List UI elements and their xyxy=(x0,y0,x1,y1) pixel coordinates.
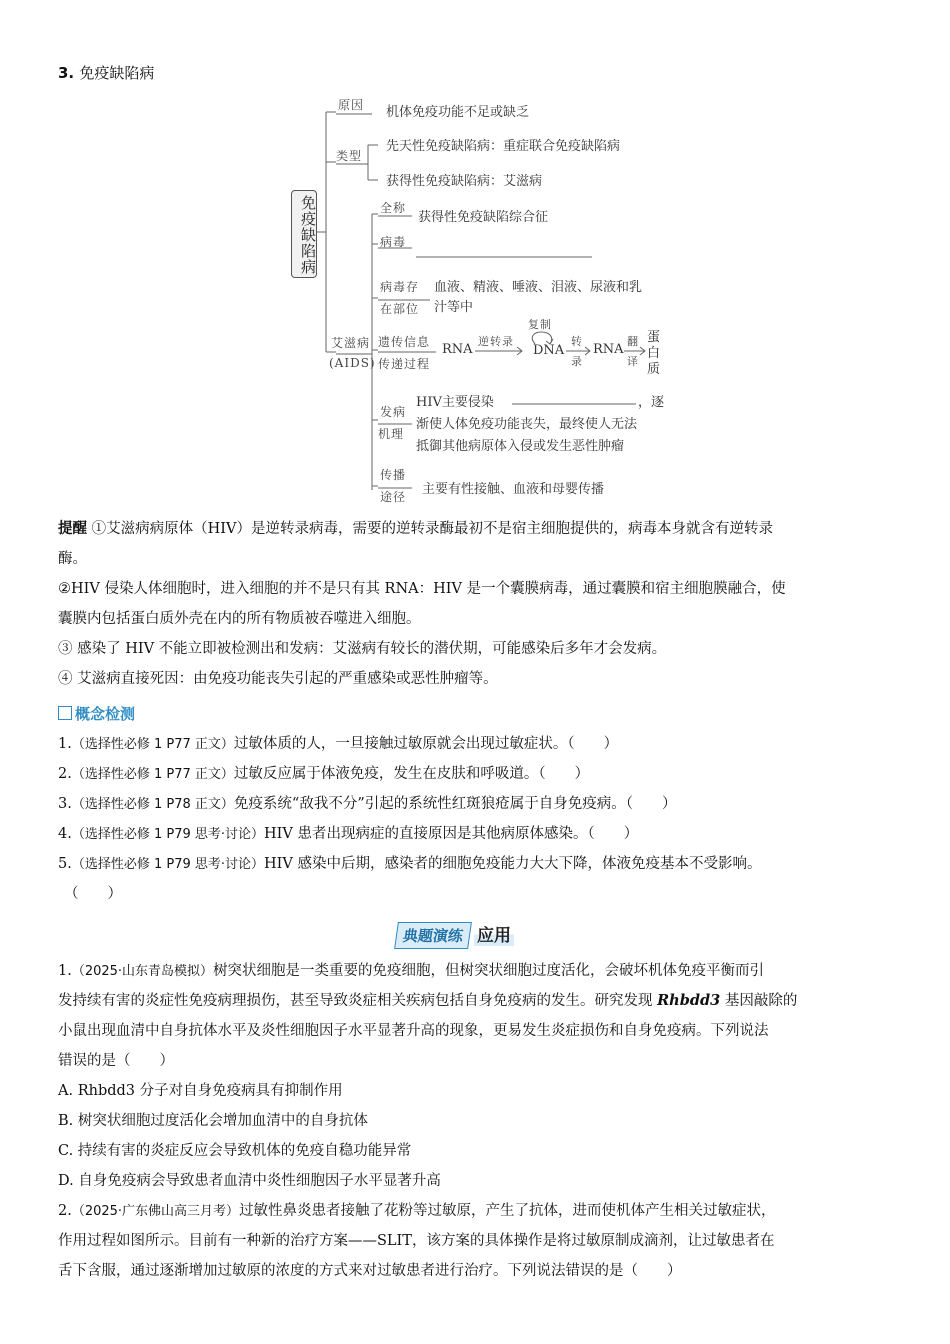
problem-text: 基因敲除的 xyxy=(720,993,798,1009)
flow-translation-2: 译 xyxy=(627,355,639,368)
reminder-p1-text: ①艾滋病病原体（HIV）是逆转录病毒，需要的逆转录酶最初不是宿主细胞提供的，病毒本身就含有逆转录 xyxy=(91,521,773,537)
flow-reverse-transcription: 逆转录 xyxy=(478,335,514,348)
concept-item-3 xyxy=(58,789,893,820)
reminder-label: 提醒 xyxy=(58,521,87,537)
item-text: HIV 感染中后期，感染者的细胞免疫能力大大下降，体液免疫基本不受影响。 xyxy=(264,856,762,872)
mechanism-text-1a: HIV主要侵染 xyxy=(416,395,494,410)
location-text-2: 汁等中 xyxy=(434,300,474,315)
flow-transcription-2: 录 xyxy=(571,355,583,368)
concept-item-5 xyxy=(58,849,893,880)
reminder-p1b: 酶。 xyxy=(58,551,87,567)
reminder-p2: ②HIV 侵染人体细胞时，进入细胞的并不是只有其 RNA：HIV 是一个囊膜病毒，通过囊膜和宿主细胞膜融合，使 xyxy=(58,581,786,597)
route-label-2: 途径 xyxy=(380,490,407,504)
problem-1-option-a: A. Rhbdd3 分子对自身免疫病具有抑制作用 xyxy=(58,1083,343,1099)
virus-label: 病毒 xyxy=(380,235,407,249)
type-label: 类型 xyxy=(336,149,363,163)
item-num: 3. xyxy=(58,796,72,812)
mechanism-label-1: 发病 xyxy=(380,405,407,419)
flow-protein-3: 质 xyxy=(647,362,661,377)
concept-item-2 xyxy=(58,759,893,790)
diagram-lines xyxy=(0,0,950,510)
checkbox-icon xyxy=(58,706,72,720)
item-num: 5. xyxy=(58,856,72,872)
flow-rna1: RNA xyxy=(442,342,473,357)
item-text: 免疫系统“敌我不分”引起的系统性红斑狼疮属于自身免疫病。（ ） xyxy=(233,796,677,812)
banner-left: 典题演练 xyxy=(394,922,472,949)
item-source: （选择性必修 1 P78 正文） xyxy=(71,797,234,812)
mechanism-text-3: 抵御其他病原体入侵或发生恶性肿瘤 xyxy=(416,439,625,454)
problem-1-line-3: 小鼠出现血清中自身抗体水平及炎性细胞因子水平显著升高的现象，更易发生炎症损伤和自身免疫病。下列说法 xyxy=(58,1023,769,1039)
concept-item-4 xyxy=(58,819,893,850)
concept-check-heading xyxy=(58,703,135,724)
location-text-1: 血液、精液、唾液、泪液、尿液和乳 xyxy=(434,280,643,295)
concept-item-5-paren: （ ） xyxy=(64,886,122,902)
reminder-p2b: 囊膜内包括蛋白质外壳在内的所有物质被吞噬进入细胞。 xyxy=(58,611,421,627)
aids-abbr: (AIDS) xyxy=(329,356,376,370)
item-num: 2. xyxy=(58,766,72,782)
reminder-p3: ③ 感染了 HIV 不能立即被检测出和发病：艾滋病有较长的潜伏期，可能感染后多年才会发病。 xyxy=(58,641,667,657)
route-label-1: 传播 xyxy=(380,468,407,482)
item-text: HIV 患者出现病症的直接原因是其他病原体感染。（ ） xyxy=(264,826,639,842)
section-title-text: 免疫缺陷病 xyxy=(79,64,155,82)
section-banner xyxy=(396,921,514,947)
flow-replication: 复制 xyxy=(528,318,552,331)
aids-label: 艾滋病 xyxy=(331,336,371,350)
concept-item-1 xyxy=(58,729,893,760)
route-text: 主要有性接触、血液和母婴传播 xyxy=(422,482,605,497)
problem-1-option-d: D. 自身免疫病会导致患者血清中炎性细胞因子水平显著升高 xyxy=(58,1173,441,1189)
diagram-root: 免疫缺陷病 xyxy=(291,190,317,278)
item-text: 过敏体质的人，一旦接触过敏原就会出现过敏症状。（ ） xyxy=(233,736,619,752)
problem-1-line-2 xyxy=(58,986,893,1016)
problem-1-line-4: 错误的是（ ） xyxy=(58,1053,174,1069)
item-source: （选择性必修 1 P77 正文） xyxy=(71,767,234,782)
problem-2-line-3: 舌下含服，通过逐渐增加过敏原的浓度的方式来对过敏患者进行治疗。下列说法错误的是（ ） xyxy=(58,1263,682,1279)
problem-text: 过敏性鼻炎患者接触了花粉等过敏原，产生了抗体，进而使机体产生相关过敏症状， xyxy=(239,1203,776,1219)
flow-transcription-1: 转 xyxy=(571,335,583,348)
problem-1-line-1 xyxy=(58,956,893,987)
problem-num: 2. xyxy=(58,1203,72,1219)
problem-text: 发持续有害的炎症性免疫病理损伤，甚至导致炎症相关疾病包括自身免疫病的发生。研究发现 xyxy=(58,993,658,1009)
item-source: （选择性必修 1 P79 思考·讨论） xyxy=(71,827,265,842)
mechanism-text-1b: ，逐 xyxy=(638,395,665,410)
mechanism-text-2: 渐使人体免疫功能丧失，最终使人无法 xyxy=(416,417,638,432)
reminder-p1 xyxy=(58,514,893,544)
mechanism-label-2: 机理 xyxy=(378,427,405,441)
fullname-label: 全称 xyxy=(380,201,407,215)
problem-1-option-b: B. 树突状细胞过度活化会增加血清中的自身抗体 xyxy=(58,1113,368,1129)
flow-translation-1: 翻 xyxy=(627,335,639,348)
fullname-text: 获得性免疫缺陷综合征 xyxy=(418,210,549,225)
problem-1-option-c: C. 持续有害的炎症反应会导致机体的免疫自稳功能异常 xyxy=(58,1143,412,1159)
location-label-2: 在部位 xyxy=(380,302,420,316)
location-label-1: 病毒存 xyxy=(380,280,420,294)
reminder-p4: ④ 艾滋病直接死因：由免疫功能丧失引起的严重感染或恶性肿瘤等。 xyxy=(58,671,498,687)
gene-name: Rhbdd3 xyxy=(657,992,721,1009)
item-source: （选择性必修 1 P79 思考·讨论） xyxy=(71,857,265,872)
type-acquired: 获得性免疫缺陷病：艾滋病 xyxy=(386,174,543,189)
item-num: 1. xyxy=(58,736,72,752)
problem-text: 树突状细胞是一类重要的免疫细胞，但树突状细胞过度活化，会破坏机体免疫平衡而引 xyxy=(213,963,765,979)
problem-2-line-2: 作用过程如图所示。目前有一种新的治疗方案——SLIT，该方案的具体操作是将过敏原制成滴剂，让过敏患者在 xyxy=(58,1233,775,1249)
cause-text: 机体免疫功能不足或缺乏 xyxy=(386,105,530,120)
cause-label: 原因 xyxy=(338,98,365,112)
genetic-label-1: 遗传信息 xyxy=(378,335,431,349)
section-number: 3. xyxy=(58,64,75,82)
genetic-label-2: 传递过程 xyxy=(378,357,431,371)
problem-source: （2025·广东佛山高三月考） xyxy=(71,1204,240,1219)
flow-dna: DNA xyxy=(533,343,565,358)
problem-source: （2025·山东青岛模拟） xyxy=(71,964,214,979)
banner-right: 应用 xyxy=(474,921,514,946)
item-text: 过敏反应属于体液免疫，发生在皮肤和呼吸道。（ ） xyxy=(233,766,590,782)
type-congenital: 先天性免疫缺陷病：重症联合免疫缺陷病 xyxy=(386,139,621,154)
flow-rna2: RNA xyxy=(593,342,624,357)
flow-protein-1: 蛋 xyxy=(647,330,661,345)
item-num: 4. xyxy=(58,826,72,842)
problem-num: 1. xyxy=(58,963,72,979)
problem-2-line-1 xyxy=(58,1196,893,1227)
flow-protein-2: 白 xyxy=(647,346,661,361)
concept-check-title: 概念检测 xyxy=(75,705,136,723)
item-source: （选择性必修 1 P77 正文） xyxy=(71,737,234,752)
